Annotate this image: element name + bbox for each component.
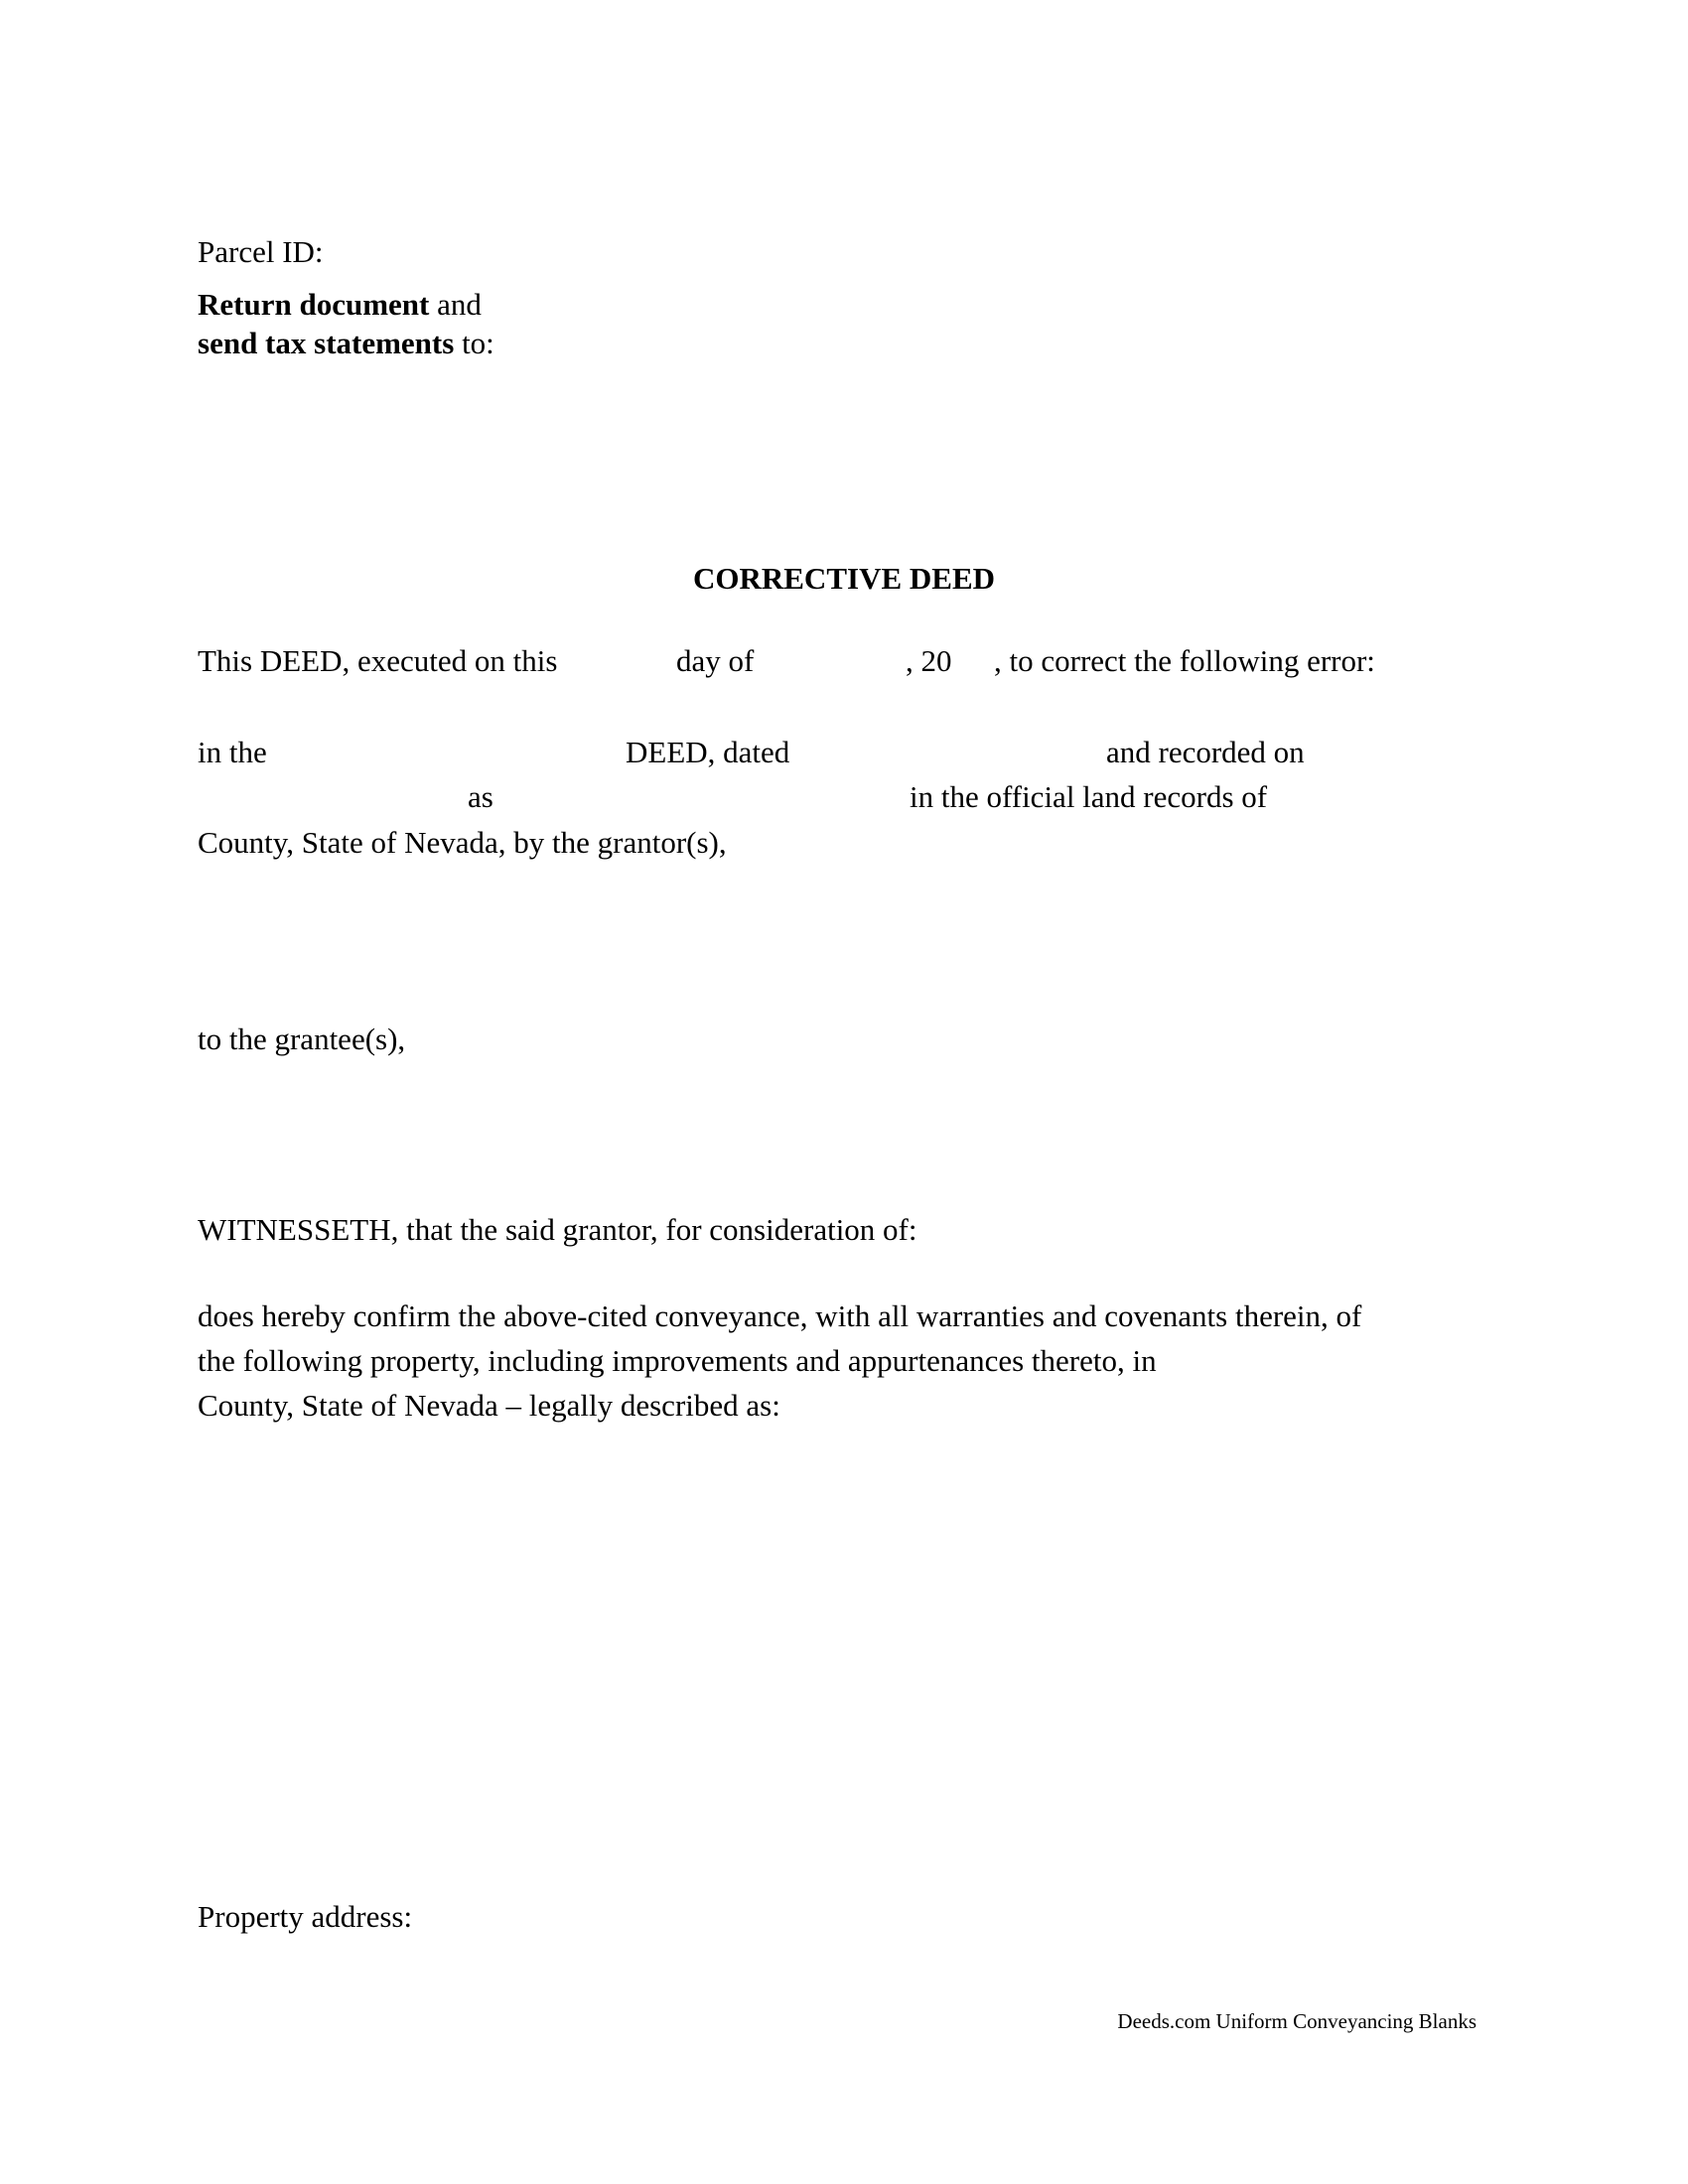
send-tax-statements-rest: to: xyxy=(454,326,494,360)
grantee-label: to the grantee(s), xyxy=(198,1022,406,1056)
return-document-bold: Return document xyxy=(198,287,430,322)
execution-text-2: day of xyxy=(676,643,755,678)
footer-text: Deeds.com Uniform Conveyancing Blanks xyxy=(1117,2009,1477,2033)
send-tax-statements-line xyxy=(198,328,494,358)
error-line1-part3: and recorded on xyxy=(1106,735,1305,769)
property-address-label: Property address: xyxy=(198,1899,413,1934)
return-document-line xyxy=(198,289,482,320)
send-tax-statements-bold: send tax statements xyxy=(198,326,455,360)
error-line3: County, State of Nevada, by the grantor(s), xyxy=(198,825,727,860)
error-line2-part1: as xyxy=(468,779,493,814)
witnesseth-text: WITNESSETH, that the said grantor, for consideration of: xyxy=(198,1212,917,1247)
execution-text-1: This DEED, executed on this xyxy=(198,643,558,678)
execution-text-3: , 20 xyxy=(906,643,952,678)
error-line1-part2: DEED, dated xyxy=(626,735,790,769)
confirm-line2: the following property, including improvements and appurtenances thereto, in xyxy=(198,1343,1157,1378)
return-document-rest: and xyxy=(429,287,482,322)
execution-text-4: , to correct the following error: xyxy=(994,643,1375,678)
confirm-line3: County, State of Nevada – legally described as: xyxy=(198,1388,780,1423)
error-line1-part1: in the xyxy=(198,735,267,769)
parcel-id-label: Parcel ID: xyxy=(198,234,324,269)
confirm-line1: does hereby confirm the above-cited conveyance, with all warranties and covenants therein, of xyxy=(198,1298,1362,1333)
error-line2-part2: in the official land records of xyxy=(910,779,1268,814)
document-title: CORRECTIVE DEED xyxy=(692,561,996,596)
